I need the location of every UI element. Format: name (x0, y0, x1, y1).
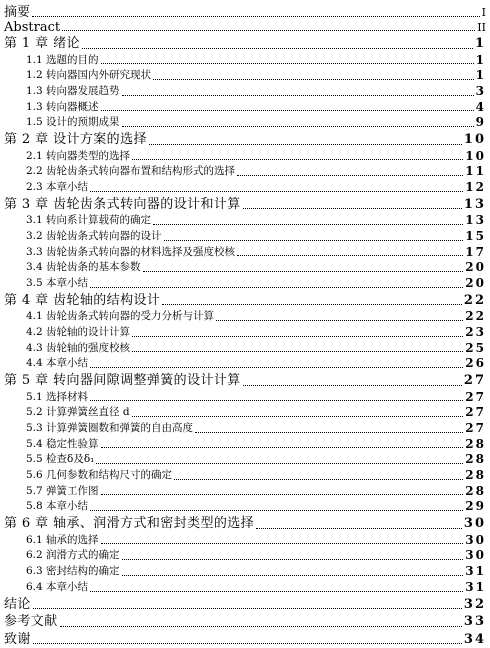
toc-entry-title: 3.4 齿轮齿条的基本参数 (26, 261, 141, 274)
toc-page-number: 22 (463, 292, 486, 308)
dot-leader (101, 447, 464, 448)
toc-entry-title: 4.2 齿轮轴的设计计算 (26, 325, 131, 338)
toc-section-entry[interactable] (4, 390, 486, 406)
toc-entry-title: 4.3 齿轮轴的强度校核 (26, 341, 131, 354)
toc-page-number: 25 (465, 340, 486, 355)
toc-page-number: I (481, 6, 486, 19)
toc-entry-title: 致谢 (4, 631, 31, 647)
toc-page-number: 27 (465, 405, 486, 420)
toc-page-number: 9 (475, 115, 486, 130)
dot-leader (195, 432, 463, 433)
toc-page-number: 13 (463, 196, 486, 212)
toc-page-number: 27 (465, 389, 486, 404)
toc-section-entry[interactable] (4, 309, 486, 325)
dot-leader (122, 575, 464, 576)
toc-section-entry[interactable] (4, 100, 486, 116)
toc-section-entry[interactable] (4, 421, 486, 437)
toc-page-number: 4 (475, 99, 486, 114)
toc-page-number: 23 (465, 324, 486, 339)
dot-leader (62, 30, 475, 31)
dot-leader (132, 159, 463, 160)
toc-page-number: 13 (465, 213, 486, 228)
toc-entry-title: 6.2 润滑方式的确定 (26, 549, 120, 562)
dot-leader (90, 510, 463, 511)
toc-entry-title: 2.3 本章小结 (26, 180, 89, 193)
toc-page-number: 15 (465, 228, 486, 243)
toc-section-entry[interactable] (4, 180, 486, 196)
toc-section-entry[interactable] (4, 341, 486, 357)
toc-entry-title: 6.1 轴承的选择 (26, 533, 99, 546)
toc-page-number: 20 (465, 276, 486, 291)
toc-section-entry[interactable] (4, 229, 486, 245)
toc-entry-title: 3.5 本章小结 (26, 277, 89, 290)
toc-page-number: 31 (465, 579, 486, 594)
dot-leader (90, 191, 463, 192)
toc-entry-title: 4.4 本章小结 (26, 357, 89, 370)
toc-section-entry[interactable] (4, 452, 486, 468)
dot-leader (33, 643, 462, 644)
toc-entry-title: Abstract (4, 19, 61, 35)
toc-back-entry[interactable] (4, 631, 486, 648)
dot-leader (122, 559, 464, 560)
toc-page-number: 10 (463, 132, 486, 148)
dot-leader (90, 287, 463, 288)
toc-page-number: 28 (465, 483, 486, 498)
toc-front-entry[interactable] (4, 21, 486, 36)
toc-section-entry[interactable] (4, 164, 486, 180)
toc-page-number: 28 (465, 436, 486, 451)
toc-entry-title: 参考文献 (4, 614, 58, 630)
toc-page-number: 10 (465, 148, 486, 163)
dot-leader (149, 144, 462, 145)
toc-entry-title: 3.1 转向系计算载荷的确定 (26, 214, 152, 227)
toc-page-number: 33 (463, 614, 486, 630)
toc-section-entry[interactable] (4, 115, 486, 131)
toc-entry-title: 1.3 转向器概述 (26, 100, 99, 113)
toc-section-entry[interactable] (4, 484, 486, 500)
dot-leader (153, 79, 474, 80)
toc-chapter-entry[interactable] (4, 196, 486, 214)
dot-leader (256, 528, 462, 529)
toc-entry-title: 5.7 弹簧工作图 (26, 484, 99, 497)
toc-page-number: 32 (463, 596, 486, 612)
toc-entry-title: 3.3 齿轮齿条式转向器的材料选择及强度校核 (26, 245, 236, 258)
toc-entry-title: 3.2 齿轮齿条式转向器的设计 (26, 229, 162, 242)
toc-section-entry[interactable] (4, 468, 486, 484)
dot-leader (101, 63, 474, 64)
dot-leader (101, 494, 464, 495)
toc-chapter-entry[interactable] (4, 515, 486, 533)
dot-leader (153, 224, 463, 225)
toc-page-number: 1 (474, 36, 486, 51)
toc-section-entry[interactable] (4, 499, 486, 515)
toc-page-number: 1 (475, 68, 486, 83)
toc-section-entry[interactable] (4, 53, 486, 69)
toc-entry-title: 1.2 转向器国内外研究现状 (26, 69, 152, 82)
toc-section-entry[interactable] (4, 580, 486, 596)
toc-entry-title: 第 4 章 齿轮轴的结构设计 (4, 292, 161, 308)
toc-page-number: 30 (465, 548, 486, 563)
toc-page-number: 30 (463, 516, 486, 532)
toc-entry-title: 5.6 几何参数和结构尺寸的确定 (26, 469, 173, 482)
toc-entry-title: 5.4 稳定性验算 (26, 437, 99, 450)
dot-leader (122, 126, 474, 127)
toc-section-entry[interactable] (4, 84, 486, 100)
toc-section-entry[interactable] (4, 356, 486, 372)
dot-leader (132, 336, 463, 337)
toc-entry-title: 5.1 选择材料 (26, 390, 89, 403)
toc-page-number: II (477, 20, 486, 34)
dot-leader (122, 95, 474, 96)
dot-leader (82, 48, 473, 49)
dot-leader (101, 543, 464, 544)
dot-leader (216, 320, 463, 321)
toc-entry-title: 2.2 齿轮齿条式转向器布置和结构形式的选择 (26, 165, 236, 178)
toc-entry-title: 6.3 密封结构的确定 (26, 565, 120, 578)
toc-entry-title: 5.2 计算弹簧丝直径 d (26, 406, 130, 419)
dot-leader (243, 385, 462, 386)
toc-entry-title: 第 6 章 轴承、润滑方式和密封类型的选择 (4, 516, 255, 532)
dot-leader (162, 304, 462, 305)
toc-chapter-entry[interactable] (4, 292, 486, 310)
toc-back-entry[interactable] (4, 613, 486, 631)
toc-front-entry[interactable] (4, 6, 486, 21)
table-of-contents (4, 6, 486, 648)
toc-entry-title: 2.1 转向器类型的选择 (26, 149, 131, 162)
toc-page-number: 17 (465, 244, 486, 259)
toc-section-entry[interactable] (4, 548, 486, 564)
dot-leader (101, 110, 474, 111)
toc-entry-title: 4.1 齿轮齿条式转向器的受力分析与计算 (26, 310, 215, 323)
toc-entry-title: 1.5 设计的预期成果 (26, 116, 120, 129)
toc-page-number: 30 (465, 532, 486, 547)
dot-leader (132, 416, 464, 417)
dot-leader (33, 608, 462, 609)
toc-chapter-entry[interactable] (4, 35, 486, 53)
toc-page-number: 22 (465, 309, 486, 324)
dot-leader (237, 255, 463, 256)
toc-entry-title: 结论 (4, 596, 31, 612)
toc-section-entry[interactable] (4, 325, 486, 341)
toc-page-number: 29 (465, 499, 486, 514)
toc-section-entry[interactable] (4, 149, 486, 165)
toc-section-entry[interactable] (4, 260, 486, 276)
toc-page-number: 27 (465, 421, 486, 436)
dot-leader (32, 16, 480, 17)
toc-page-number: 31 (465, 564, 486, 579)
toc-entry-title: 5.8 本章小结 (26, 500, 89, 513)
toc-section-entry[interactable] (4, 437, 486, 453)
toc-page-number: 34 (463, 631, 486, 647)
toc-entry-title: 1.1 选题的目的 (26, 53, 99, 66)
toc-page-number: 1 (475, 52, 486, 67)
toc-entry-title: 6.4 本章小结 (26, 580, 89, 593)
toc-page-number: 26 (465, 356, 486, 371)
toc-chapter-entry[interactable] (4, 372, 486, 390)
dot-leader (243, 208, 462, 209)
dot-leader (60, 626, 462, 627)
dot-leader (96, 463, 463, 464)
dot-leader (164, 240, 464, 241)
toc-chapter-entry[interactable] (4, 131, 486, 149)
toc-back-entry[interactable] (4, 596, 486, 614)
toc-entry-title: 第 1 章 绪论 (4, 36, 80, 51)
toc-page-number: 28 (465, 452, 486, 467)
toc-page-number: 20 (465, 260, 486, 275)
toc-entry-title: 第 2 章 设计方案的选择 (4, 132, 147, 148)
toc-section-entry[interactable] (4, 276, 486, 292)
toc-entry-title: 第 3 章 齿轮齿条式转向器的设计和计算 (4, 196, 241, 212)
dot-leader (90, 591, 463, 592)
toc-entry-title: 摘要 (4, 5, 31, 20)
toc-section-entry[interactable] (4, 564, 486, 580)
dot-leader (132, 351, 463, 352)
dot-leader (237, 175, 463, 176)
toc-section-entry[interactable] (4, 213, 486, 229)
toc-page-number: 27 (463, 373, 486, 389)
dot-leader (143, 271, 464, 272)
toc-page-number: 11 (465, 164, 486, 179)
toc-entry-title: 5.5 检查δ及δ₁ (26, 453, 95, 466)
toc-entry-title: 1.3 转向器发展趋势 (26, 84, 120, 97)
toc-entry-title: 5.3 计算弹簧圈数和弹簧的自由高度 (26, 422, 194, 435)
toc-section-entry[interactable] (4, 245, 486, 261)
toc-section-entry[interactable] (4, 405, 486, 421)
dot-leader (90, 367, 463, 368)
dot-leader (90, 400, 463, 401)
toc-page-number: 12 (465, 179, 486, 194)
toc-page-number: 28 (465, 468, 486, 483)
toc-section-entry[interactable] (4, 68, 486, 84)
toc-section-entry[interactable] (4, 533, 486, 549)
toc-page-number: 3 (475, 83, 486, 98)
toc-entry-title: 第 5 章 转向器间隙调整弹簧的设计计算 (4, 373, 241, 389)
dot-leader (174, 479, 463, 480)
